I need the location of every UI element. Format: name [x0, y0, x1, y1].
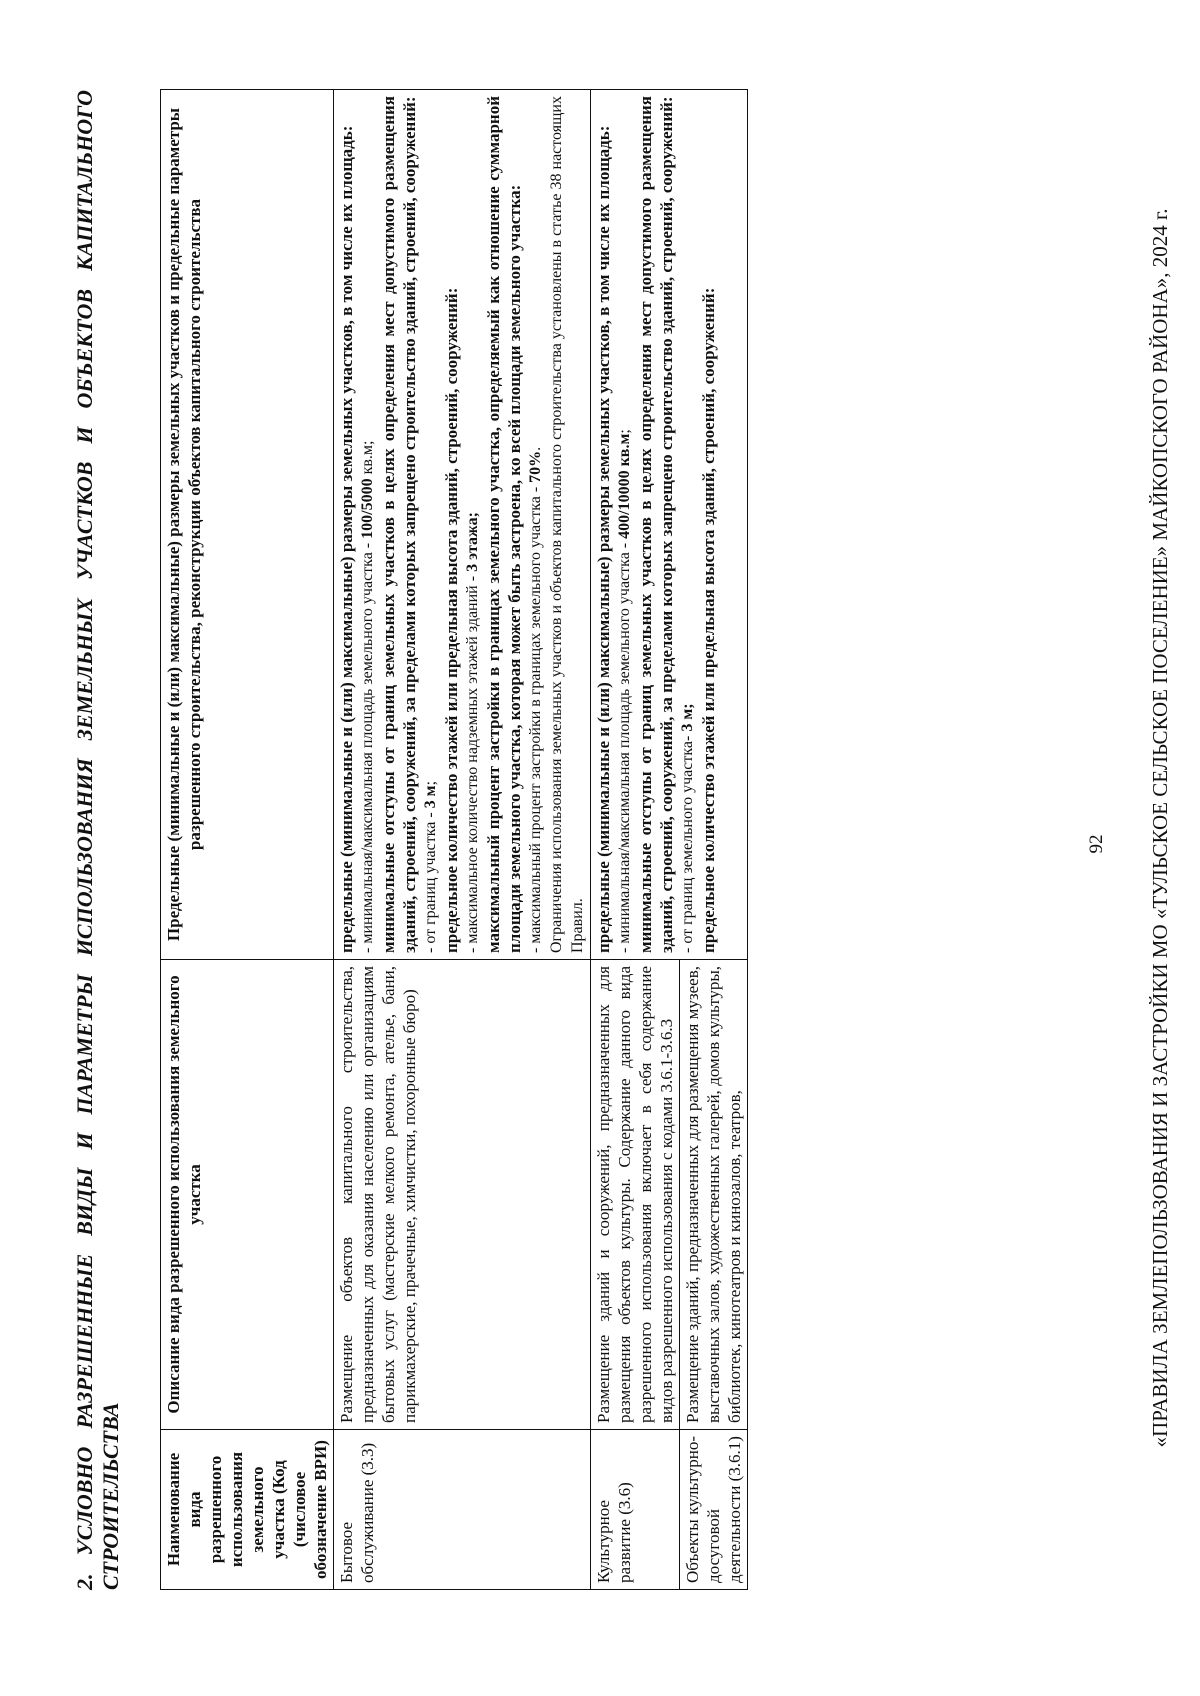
param-line: предельные (минимальные и (или) максимальные) размеры земельных участков, в том числе их площадь: [337, 125, 356, 953]
param-line: - минимальная/максимальная площадь земельного участка - 100/5000 кв.м; [359, 440, 376, 953]
section-heading: 2. УСЛОВНО РАЗРЕШЕННЫЕ ВИДЫ И ПАРАМЕТРЫ ИСПОЛЬЗОВАНИЯ ЗЕМЕЛЬНЫХ УЧАСТКОВ И ОБЪЕКТОВ КАПИТАЛЬНОГО СТРОИТЕЛЬСТВА [72, 90, 123, 1590]
header-parameters: Предельные (минимальные и (или) максимальные) размеры земельных участков и предельные параметры разрешенного строительства, реконструкции объектов капитального строительства [161, 90, 334, 960]
table-row [334, 90, 591, 1590]
param-line: - максимальный процент застройки в границах земельного участка - 70%. [527, 446, 544, 953]
param-line: минимальные отступы от границ земельных участков в целях определения мест допустимого размещения зданий, строений, сооружений, за пределами которых запрещено строительство зданий, строений, сооружений: [379, 96, 419, 953]
parameters-cell [591, 90, 748, 960]
use-description-cell: Размещение зданий и сооружений, предназначенных для размещения объектов культуры. Содержание данного вида разрешенного использования включает в себя содержание видов разрешенного использования с кодами 3.6.1-3.6.3 [591, 960, 680, 1430]
page-number: 92 [1086, 834, 1107, 854]
use-name-cell: Объекты культурно-досуговой деятельности (3.6.1) [680, 1430, 748, 1590]
param-line: предельное количество этажей или предельная высота зданий, строений, сооружений: [442, 287, 461, 953]
param-line: предельное количество этажей или предельная высота зданий, строений, сооружений: [699, 287, 718, 953]
param-line: - от границ земельного участка- 3 м; [679, 703, 696, 953]
param-line: минимальные отступы от границ земельных участков в целях определения мест допустимого размещения зданий, строений, сооружений, за пределами которых запрещено строительство зданий, строений, сооружений: [636, 96, 676, 953]
parameters-cell [334, 90, 591, 960]
param-line: - от границ участка - 3 м; [422, 780, 439, 953]
use-description-cell: Размещение зданий, предназначенных для размещения музеев, выставочных залов, художественных галерей, домов культуры, библиотек, кинотеатров и кинозалов, театров, [680, 960, 748, 1430]
header-use-description: Описание вида разрешенного использования земельного участка [161, 960, 334, 1430]
table-row [591, 90, 680, 1590]
header-use-name: Наименование вида разрешенного использования земельного участка (Код (числовое обозначение ВРИ) [161, 1430, 334, 1590]
regulations-table [160, 89, 748, 1590]
use-description-cell: Размещение объектов капитального строительства, предназначенных для оказания населению или организациям бытовых услуг (мастерские мелкого ремонта, ателье, бани, парикмахерские, прачечные, химчистки, похоронные бюро) [334, 960, 591, 1430]
param-line: предельные (минимальные и (или) максимальные) размеры земельных участков, в том числе их площадь: [594, 125, 613, 953]
use-name-cell: Культурное развитие (3.6) [591, 1430, 680, 1590]
param-line: - минимальная/максимальная площадь земельного участка - 400/10000 кв.м; [616, 429, 633, 953]
use-name-cell: Бытовое обслуживание (3.3) [334, 1430, 591, 1590]
param-line: максимальный процент застройки в границах земельного участка, определяемый как отношение суммарной площади земельного участка, которая может быть застроена, ко всей площади земельного участка: [484, 96, 524, 953]
table-header-row [161, 90, 334, 1590]
param-line: Ограничения использования земельных участков и объектов капитального строительства установлены в статье 38 настоящих Правил. [548, 96, 586, 953]
param-line: - максимальное количество надземных этажей зданий - 3 этажа; [464, 512, 481, 953]
page-footer: «ПРАВИЛА ЗЕМЛЕПОЛЬЗОВАНИЯ И ЗАСТРОЙКИ МО «ТУЛЬСКОЕ СЕЛЬСКОЕ ПОСЕЛЕНИЕ» МАЙКОПСКОГО РАЙОНА», 2024 г. [1148, 208, 1172, 1448]
